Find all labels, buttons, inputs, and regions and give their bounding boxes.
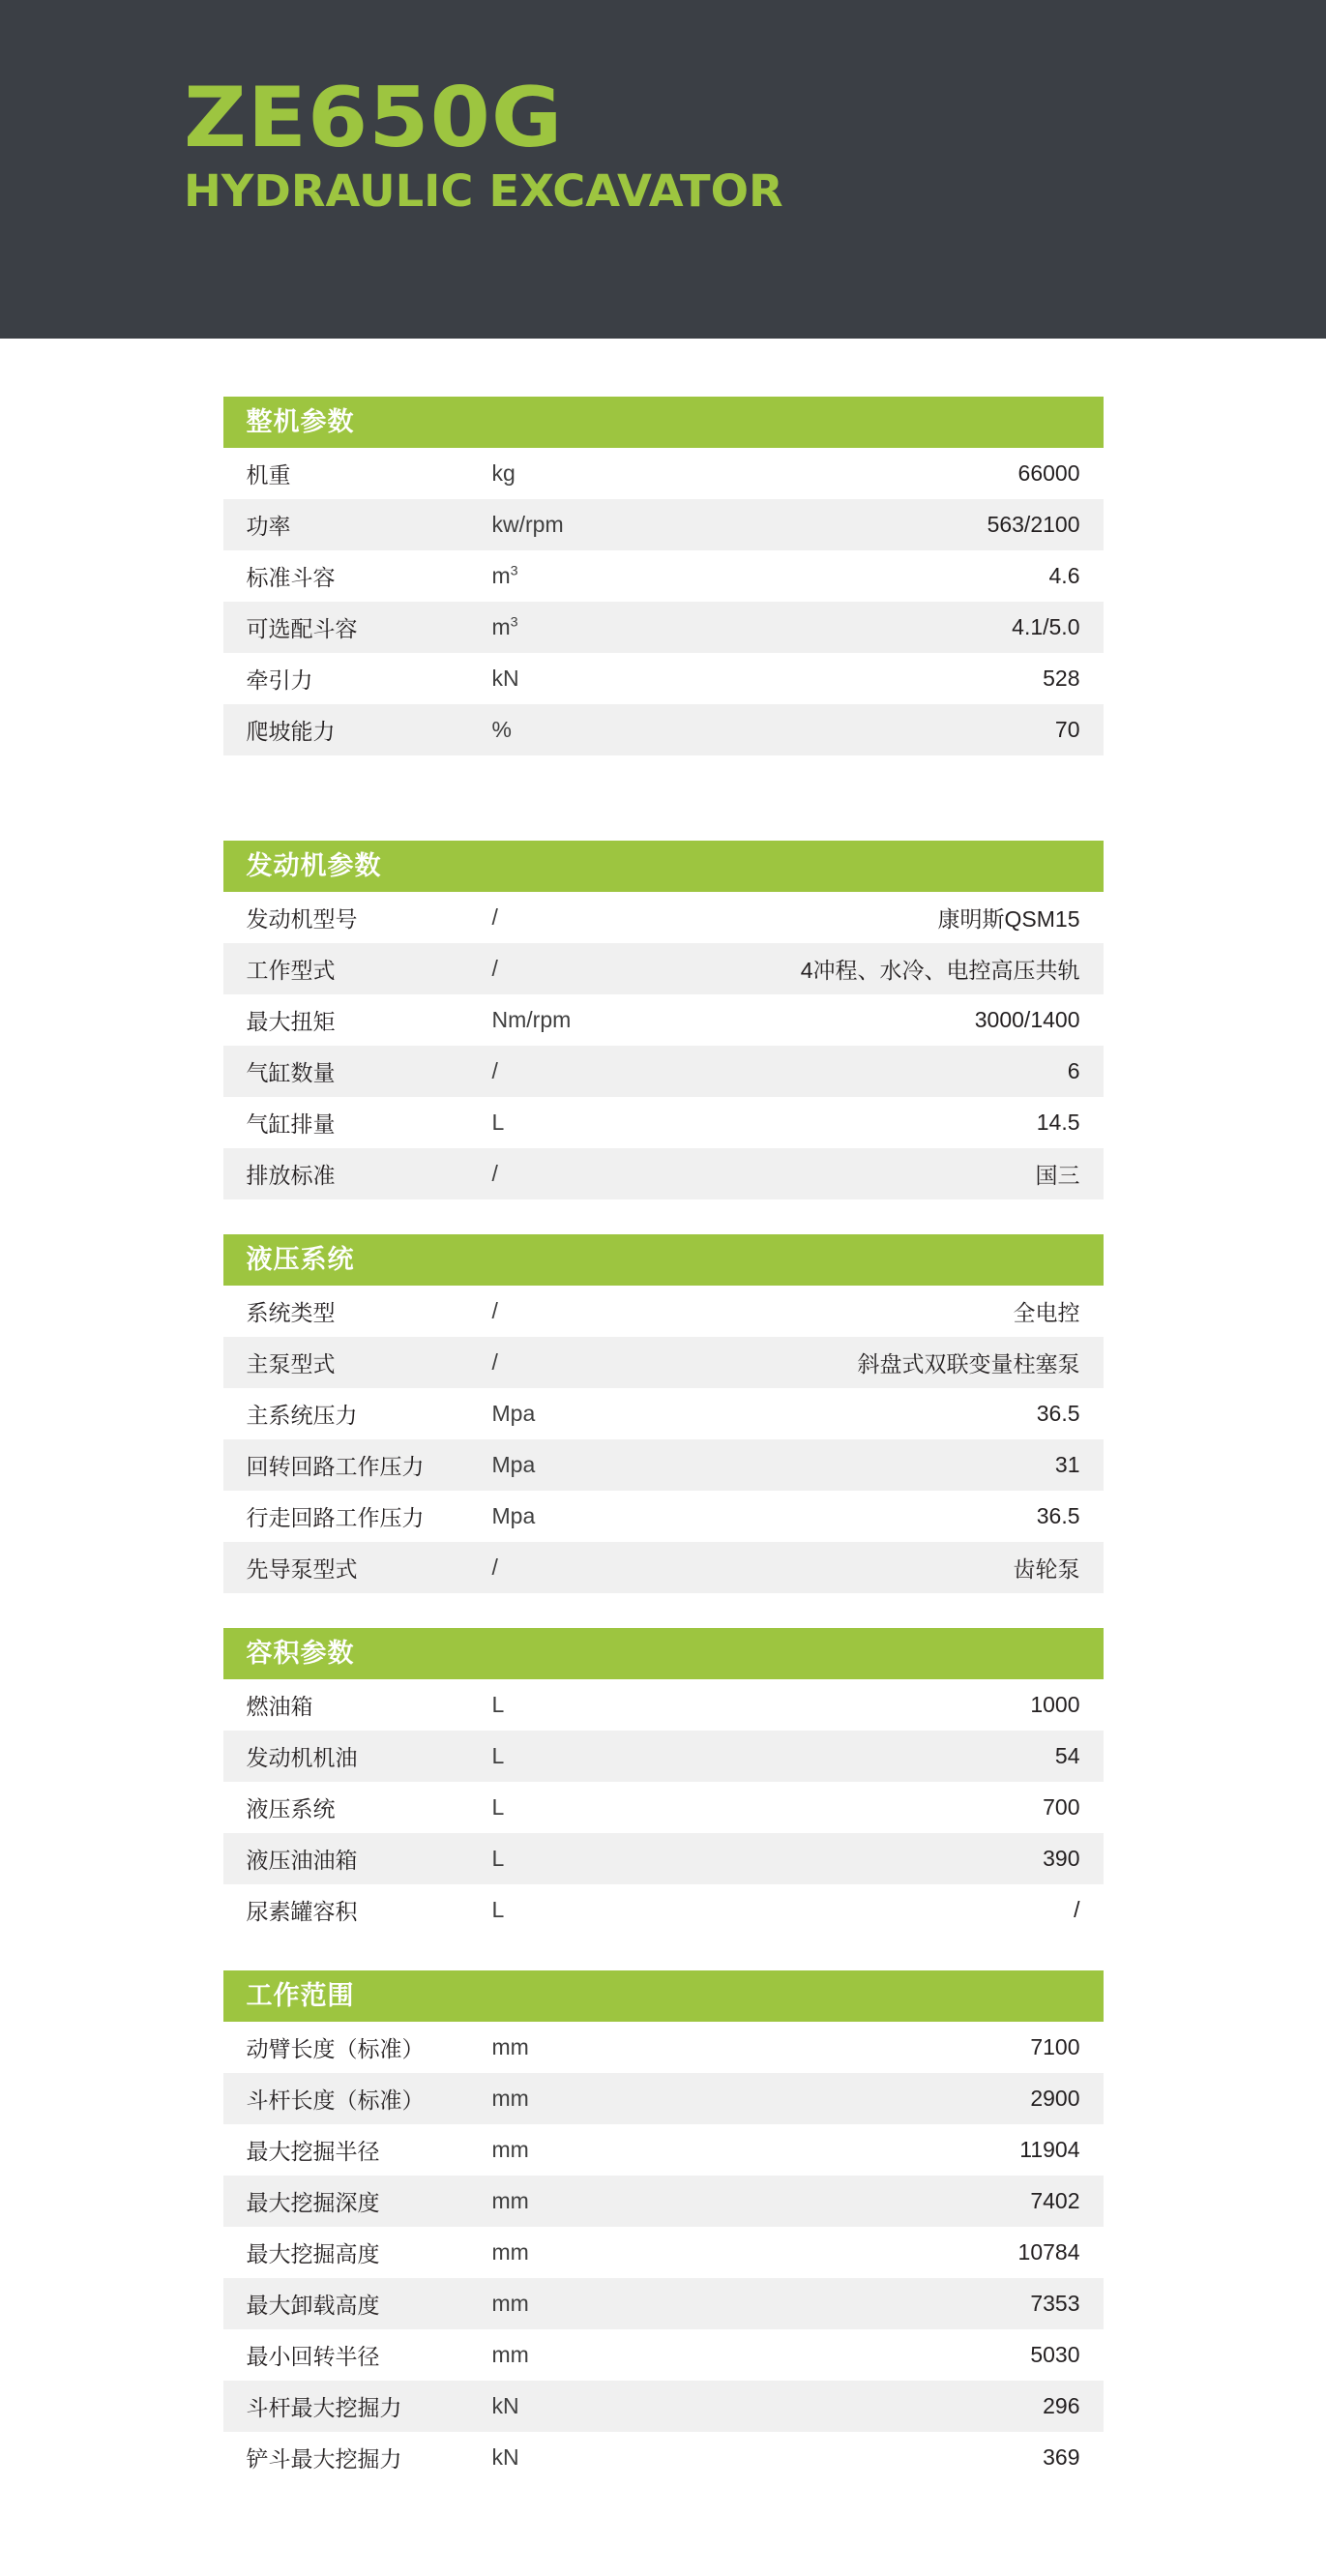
spec-value: 10784 — [1017, 2239, 1080, 2265]
section-title: 液压系统 — [223, 1234, 1104, 1286]
spec-unit: L — [491, 1743, 505, 1768]
spec-unit: / — [491, 1554, 498, 1580]
spec-name: 机重 — [246, 462, 291, 488]
spec-value: 54 — [1054, 1743, 1080, 1768]
spec-unit: mm — [491, 2086, 529, 2111]
spec-value: 1000 — [1030, 1692, 1080, 1717]
table-row — [223, 602, 1104, 653]
spec-value: 5030 — [1030, 2342, 1080, 2367]
table-row — [223, 2329, 1104, 2381]
table-row — [223, 1148, 1104, 1199]
spec-value: 11904 — [1019, 2137, 1080, 2162]
spec-name: 发动机型号 — [246, 906, 358, 932]
model-subtitle: HYDRAULIC EXCAVATOR — [184, 165, 783, 218]
spec-value: / — [1074, 1897, 1080, 1922]
spec-table — [223, 1679, 1104, 1936]
spec-unit: mm — [491, 2291, 529, 2316]
spec-value: 全电控 — [1013, 1300, 1080, 1325]
spec-block — [223, 1628, 1104, 1936]
table-row — [223, 1731, 1104, 1782]
spec-unit: mm — [491, 2137, 529, 2162]
spec-unit: kN — [491, 666, 519, 691]
table-row — [223, 704, 1104, 755]
spec-block — [223, 841, 1104, 1199]
section-title: 整机参数 — [223, 397, 1104, 448]
section-title: 容积参数 — [223, 1628, 1104, 1679]
spec-name: 最大卸载高度 — [246, 2293, 380, 2318]
spec-unit: Mpa — [491, 1401, 536, 1426]
table-row — [223, 2073, 1104, 2124]
spec-value: 3000/1400 — [974, 1007, 1080, 1032]
spec-name: 爬坡能力 — [246, 719, 336, 744]
spec-unit: $m^3$ — [491, 563, 518, 588]
table-row — [223, 2022, 1104, 2073]
spec-table — [223, 892, 1104, 1199]
spec-value: 31 — [1054, 1452, 1080, 1477]
spec-name: 铲斗最大挖掘力 — [246, 2446, 402, 2472]
spec-name: 气缸排量 — [246, 1111, 336, 1137]
spec-unit: Mpa — [491, 1452, 536, 1477]
spec-unit: / — [491, 1058, 498, 1083]
table-row — [223, 1833, 1104, 1884]
spec-name: 动臂长度（标准） — [246, 2036, 425, 2061]
spec-unit: / — [491, 904, 498, 930]
spec-unit: mm — [491, 2342, 529, 2367]
spec-unit: mm — [491, 2188, 529, 2213]
table-row — [223, 1337, 1104, 1388]
spec-name: 发动机机油 — [246, 1745, 358, 1770]
spec-unit: % — [491, 717, 512, 742]
table-row — [223, 2432, 1104, 2483]
spec-value: 7353 — [1030, 2291, 1080, 2316]
section-title: 工作范围 — [223, 1970, 1104, 2022]
table-row — [223, 2227, 1104, 2278]
spec-value: 4冲程、水冷、电控高压共轨 — [800, 958, 1080, 983]
spec-table — [223, 448, 1104, 806]
spec-block — [223, 1234, 1104, 1593]
spec-name: 系统类型 — [246, 1300, 336, 1325]
spec-value: 369 — [1043, 2444, 1080, 2470]
table-row — [223, 2278, 1104, 2329]
spec-name: 最大挖掘深度 — [246, 2190, 380, 2215]
spec-value: 7100 — [1030, 2034, 1080, 2059]
spec-name: 工作型式 — [246, 958, 336, 983]
spec-unit: $m^3$ — [491, 614, 518, 639]
table-row — [223, 2124, 1104, 2176]
spec-unit: / — [491, 1298, 498, 1323]
spec-value: 4.6 — [1048, 563, 1080, 588]
table-row — [223, 1286, 1104, 1337]
spec-value: 36.5 — [1036, 1401, 1080, 1426]
spec-name: 液压系统 — [246, 1796, 336, 1821]
spec-value: 390 — [1043, 1846, 1080, 1871]
spec-value: 康明斯QSM15 — [937, 906, 1080, 932]
spec-unit: kw/rpm — [491, 512, 564, 537]
spec-name: 先导泵型式 — [246, 1556, 358, 1582]
spec-unit: L — [491, 1897, 505, 1922]
table-row — [223, 2176, 1104, 2227]
table-row — [223, 1388, 1104, 1439]
table-spacer-cell — [223, 755, 1104, 806]
section-title: 发动机参数 — [223, 841, 1104, 892]
spec-name: 燃油箱 — [246, 1694, 313, 1719]
table-row — [223, 892, 1104, 943]
table-row — [223, 994, 1104, 1046]
spec-name: 最大挖掘半径 — [246, 2139, 380, 2164]
spec-name: 尿素罐容积 — [246, 1899, 358, 1924]
model-title: ZE650G — [184, 70, 564, 166]
spec-value: 66000 — [1017, 460, 1080, 486]
spec-value: 7402 — [1030, 2188, 1080, 2213]
spec-value: 国三 — [1035, 1163, 1080, 1188]
spec-value: 斜盘式双联变量柱塞泵 — [857, 1351, 1080, 1377]
spec-value: 528 — [1043, 666, 1080, 691]
table-row — [223, 1046, 1104, 1097]
spec-block — [223, 397, 1104, 806]
spec-name: 主系统压力 — [246, 1403, 358, 1428]
spec-unit: L — [491, 1794, 505, 1820]
spec-unit: mm — [491, 2239, 529, 2265]
table-row — [223, 1097, 1104, 1148]
spec-unit: mm — [491, 2034, 529, 2059]
table-row — [223, 1491, 1104, 1542]
table-row — [223, 550, 1104, 602]
spec-unit: Mpa — [491, 1503, 536, 1528]
spec-table — [223, 2022, 1104, 2483]
spec-value: 14.5 — [1036, 1110, 1080, 1135]
table-row — [223, 2381, 1104, 2432]
spec-name: 主泵型式 — [246, 1351, 336, 1377]
spec-unit: L — [491, 1846, 505, 1871]
table-row — [223, 1884, 1104, 1936]
header-banner — [0, 0, 1326, 339]
spec-value: 36.5 — [1036, 1503, 1080, 1528]
spec-name: 可选配斗容 — [246, 616, 358, 641]
spec-name: 气缸数量 — [246, 1060, 336, 1085]
spec-unit: L — [491, 1110, 505, 1135]
spec-name: 斗杆长度（标准） — [246, 2087, 425, 2113]
spec-name: 回转回路工作压力 — [246, 1454, 425, 1479]
table-row — [223, 653, 1104, 704]
table-row — [223, 1542, 1104, 1593]
spec-value: 2900 — [1030, 2086, 1080, 2111]
spec-value: 563/2100 — [987, 512, 1080, 537]
spec-sections — [0, 339, 1326, 2576]
spec-name: 行走回路工作压力 — [246, 1505, 425, 1530]
spec-block — [223, 1970, 1104, 2483]
spec-unit: kN — [491, 2444, 519, 2470]
table-row — [223, 1782, 1104, 1833]
spec-name: 最大挖掘高度 — [246, 2241, 380, 2266]
spec-value: 齿轮泵 — [1013, 1556, 1080, 1582]
spec-name: 功率 — [246, 514, 291, 539]
spec-value: 700 — [1043, 1794, 1080, 1820]
table-row — [223, 1679, 1104, 1731]
spec-table — [223, 1286, 1104, 1593]
spec-value: 70 — [1054, 717, 1080, 742]
spec-unit: / — [491, 1161, 498, 1186]
spec-name: 牵引力 — [246, 667, 313, 693]
spec-unit: kg — [491, 460, 516, 486]
spec-value: 6 — [1067, 1058, 1080, 1083]
spec-name: 斗杆最大挖掘力 — [246, 2395, 402, 2420]
spec-name: 标准斗容 — [246, 565, 336, 590]
table-row — [223, 448, 1104, 499]
spec-name: 排放标准 — [246, 1163, 336, 1188]
spec-name: 最小回转半径 — [246, 2344, 380, 2369]
spec-unit: / — [491, 1349, 498, 1375]
spec-value: 4.1/5.0 — [1012, 614, 1080, 639]
spec-unit: L — [491, 1692, 505, 1717]
spec-name: 最大扭矩 — [246, 1009, 336, 1034]
table-spacer-row — [223, 755, 1104, 806]
table-row — [223, 1439, 1104, 1491]
spec-value: 296 — [1043, 2393, 1080, 2418]
table-row — [223, 499, 1104, 550]
spec-name: 液压油油箱 — [246, 1848, 358, 1873]
spec-unit: Nm/rpm — [491, 1007, 572, 1032]
spec-unit: / — [491, 956, 498, 981]
spec-unit: kN — [491, 2393, 519, 2418]
table-row — [223, 943, 1104, 994]
